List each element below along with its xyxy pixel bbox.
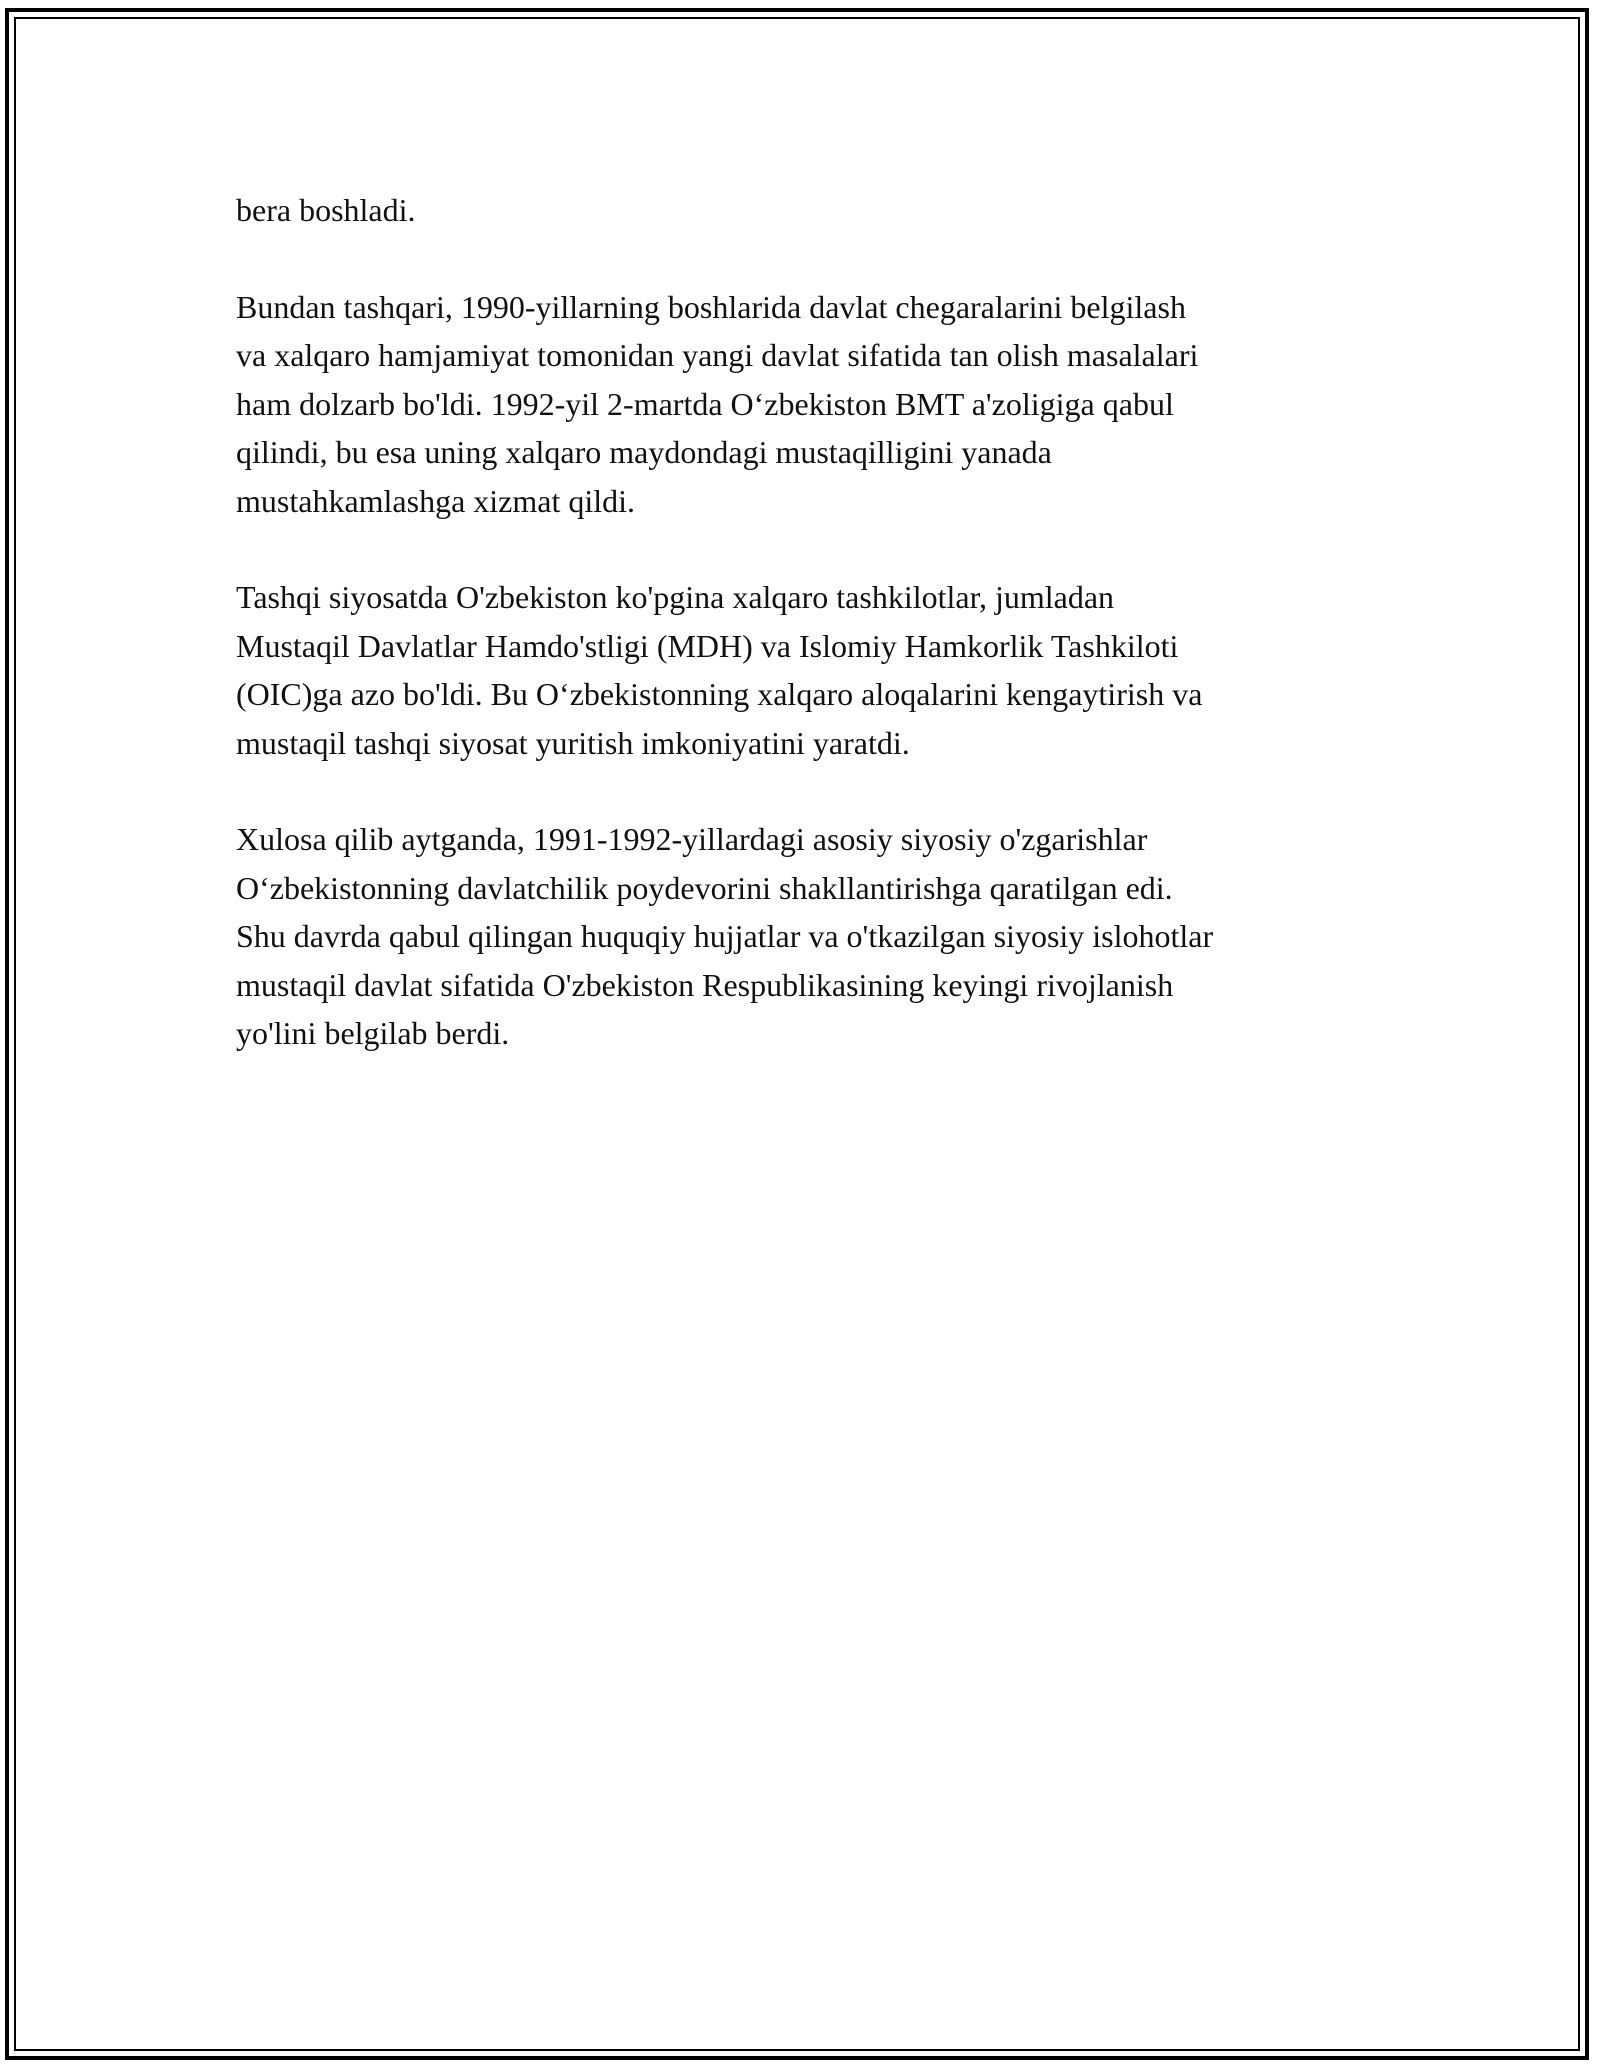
text-line: ham dolzarb bo'ldi. 1992-yil 2-martda O‘zbekiston BMT a'zoligiga qabul xyxy=(236,385,1174,422)
paragraph-2 xyxy=(236,283,1366,526)
paragraph-1 xyxy=(236,186,1366,235)
text-line: Mustaqil Davlatlar Hamdo'stligi (MDH) va Islomiy Hamkorlik Tashkiloti xyxy=(236,627,1179,664)
text-line: qilindi, bu esa uning xalqaro maydondagi mustaqilligini yanada xyxy=(236,434,1052,470)
text-line: yo'lini belgilab berdi. xyxy=(236,1015,510,1051)
text-line: Shu davrda qabul qilingan huquqiy hujjatlar va o'tkazilgan siyosiy islohotlar xyxy=(236,918,1214,954)
document-body xyxy=(236,186,1366,1106)
text-line: Xulosa qilib aytganda, 1991-1992-yillardagi asosiy siyosiy o'zgarishlar xyxy=(236,821,1148,857)
text-line: va xalqaro hamjamiyat tomonidan yangi davlat sifatida tan olish masalalari xyxy=(236,337,1199,373)
text-line: mustaqil davlat sifatida O'zbekiston Respublikasining keyingi rivojlanish xyxy=(236,966,1174,1003)
text-line: mustahkamlashga xizmat qildi. xyxy=(236,482,636,519)
text-line: mustaqil tashqi siyosat yuritish imkoniyatini yaratdi. xyxy=(236,724,910,761)
paragraph-4 xyxy=(236,815,1366,1058)
text-line: Tashqi siyosatda O'zbekiston ko'pgina xalqaro tashkilotlar, jumladan xyxy=(236,579,1115,615)
text-line: bera boshladi. xyxy=(236,192,416,228)
text-line: (OIC)ga azo bo'ldi. Bu O‘zbekistonning xalqaro aloqalarini kengaytirish va xyxy=(236,676,1203,712)
paragraph-3 xyxy=(236,573,1366,767)
text-line: O‘zbekistonning davlatchilik poydevorini shakllantirishga qaratilgan edi. xyxy=(236,869,1173,906)
text-line: Bundan tashqari, 1990-yillarning boshlarida davlat chegaralarini belgilash xyxy=(236,288,1186,325)
